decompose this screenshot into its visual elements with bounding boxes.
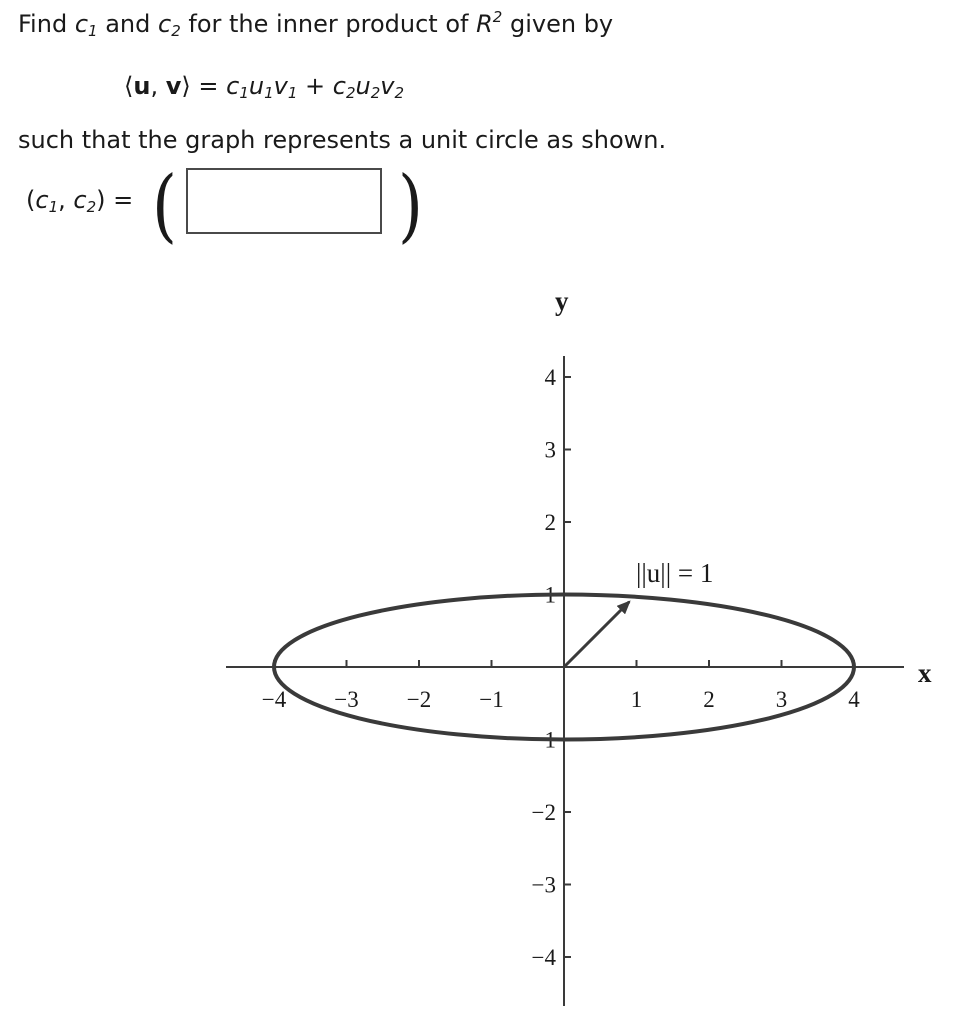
vector-u: u [133,72,151,100]
formula-equals: = [190,72,227,100]
angle-close: ⟩ [181,72,191,100]
c2-symbol: $c_2$ [158,10,181,40]
y-tick-label: 3 [544,437,556,463]
x-tick-label: 3 [775,687,788,712]
formula-plus: + [297,72,333,100]
vector-u-arrow [564,602,629,667]
r2-symbol: $R^2$ [476,8,503,38]
x-tick-label: 4 [848,687,860,712]
x-tick-label: 1 [630,687,643,712]
y-tick-label: 2 [544,510,556,535]
x-tick-label: −1 [479,687,504,712]
find-word: Find [18,10,68,38]
y-tick-label: −3 [531,872,556,898]
vector-norm-label: ||u|| = 1 [636,558,714,588]
for-text: for the inner product of [188,10,469,38]
x-axis-label: x [918,658,932,688]
c1-symbol: $c_1$ [74,10,98,40]
and-word: and [105,10,151,38]
answer-paren-right: ) [398,159,423,253]
y-axis-label: y [555,286,569,316]
y-tick-label: −4 [531,945,556,970]
given-by-text: given by [509,10,614,38]
x-tick-label: −3 [334,687,359,712]
term-2: $c_2u_2v_2$ [332,72,405,102]
y-tick-label: −2 [531,800,556,825]
x-tick-label: 2 [703,687,715,712]
answer-label: ($c_1$, $c_2$) = [26,186,134,216]
x-tick-label: −4 [261,687,287,712]
x-tick-label: −2 [406,687,432,712]
y-tick-label: 4 [544,365,556,390]
term-1: $c_1u_1v_1$ [226,72,298,102]
formula-comma: , [150,72,166,100]
condition-text: such that the graph represents a unit circle as shown. [18,126,667,154]
y-tick-label: 1 [544,582,556,608]
angle-open: ⟨ [124,72,134,100]
answer-paren-left: ( [152,159,177,253]
y-tick-label: −1 [531,727,556,753]
vector-v: v [165,72,182,100]
